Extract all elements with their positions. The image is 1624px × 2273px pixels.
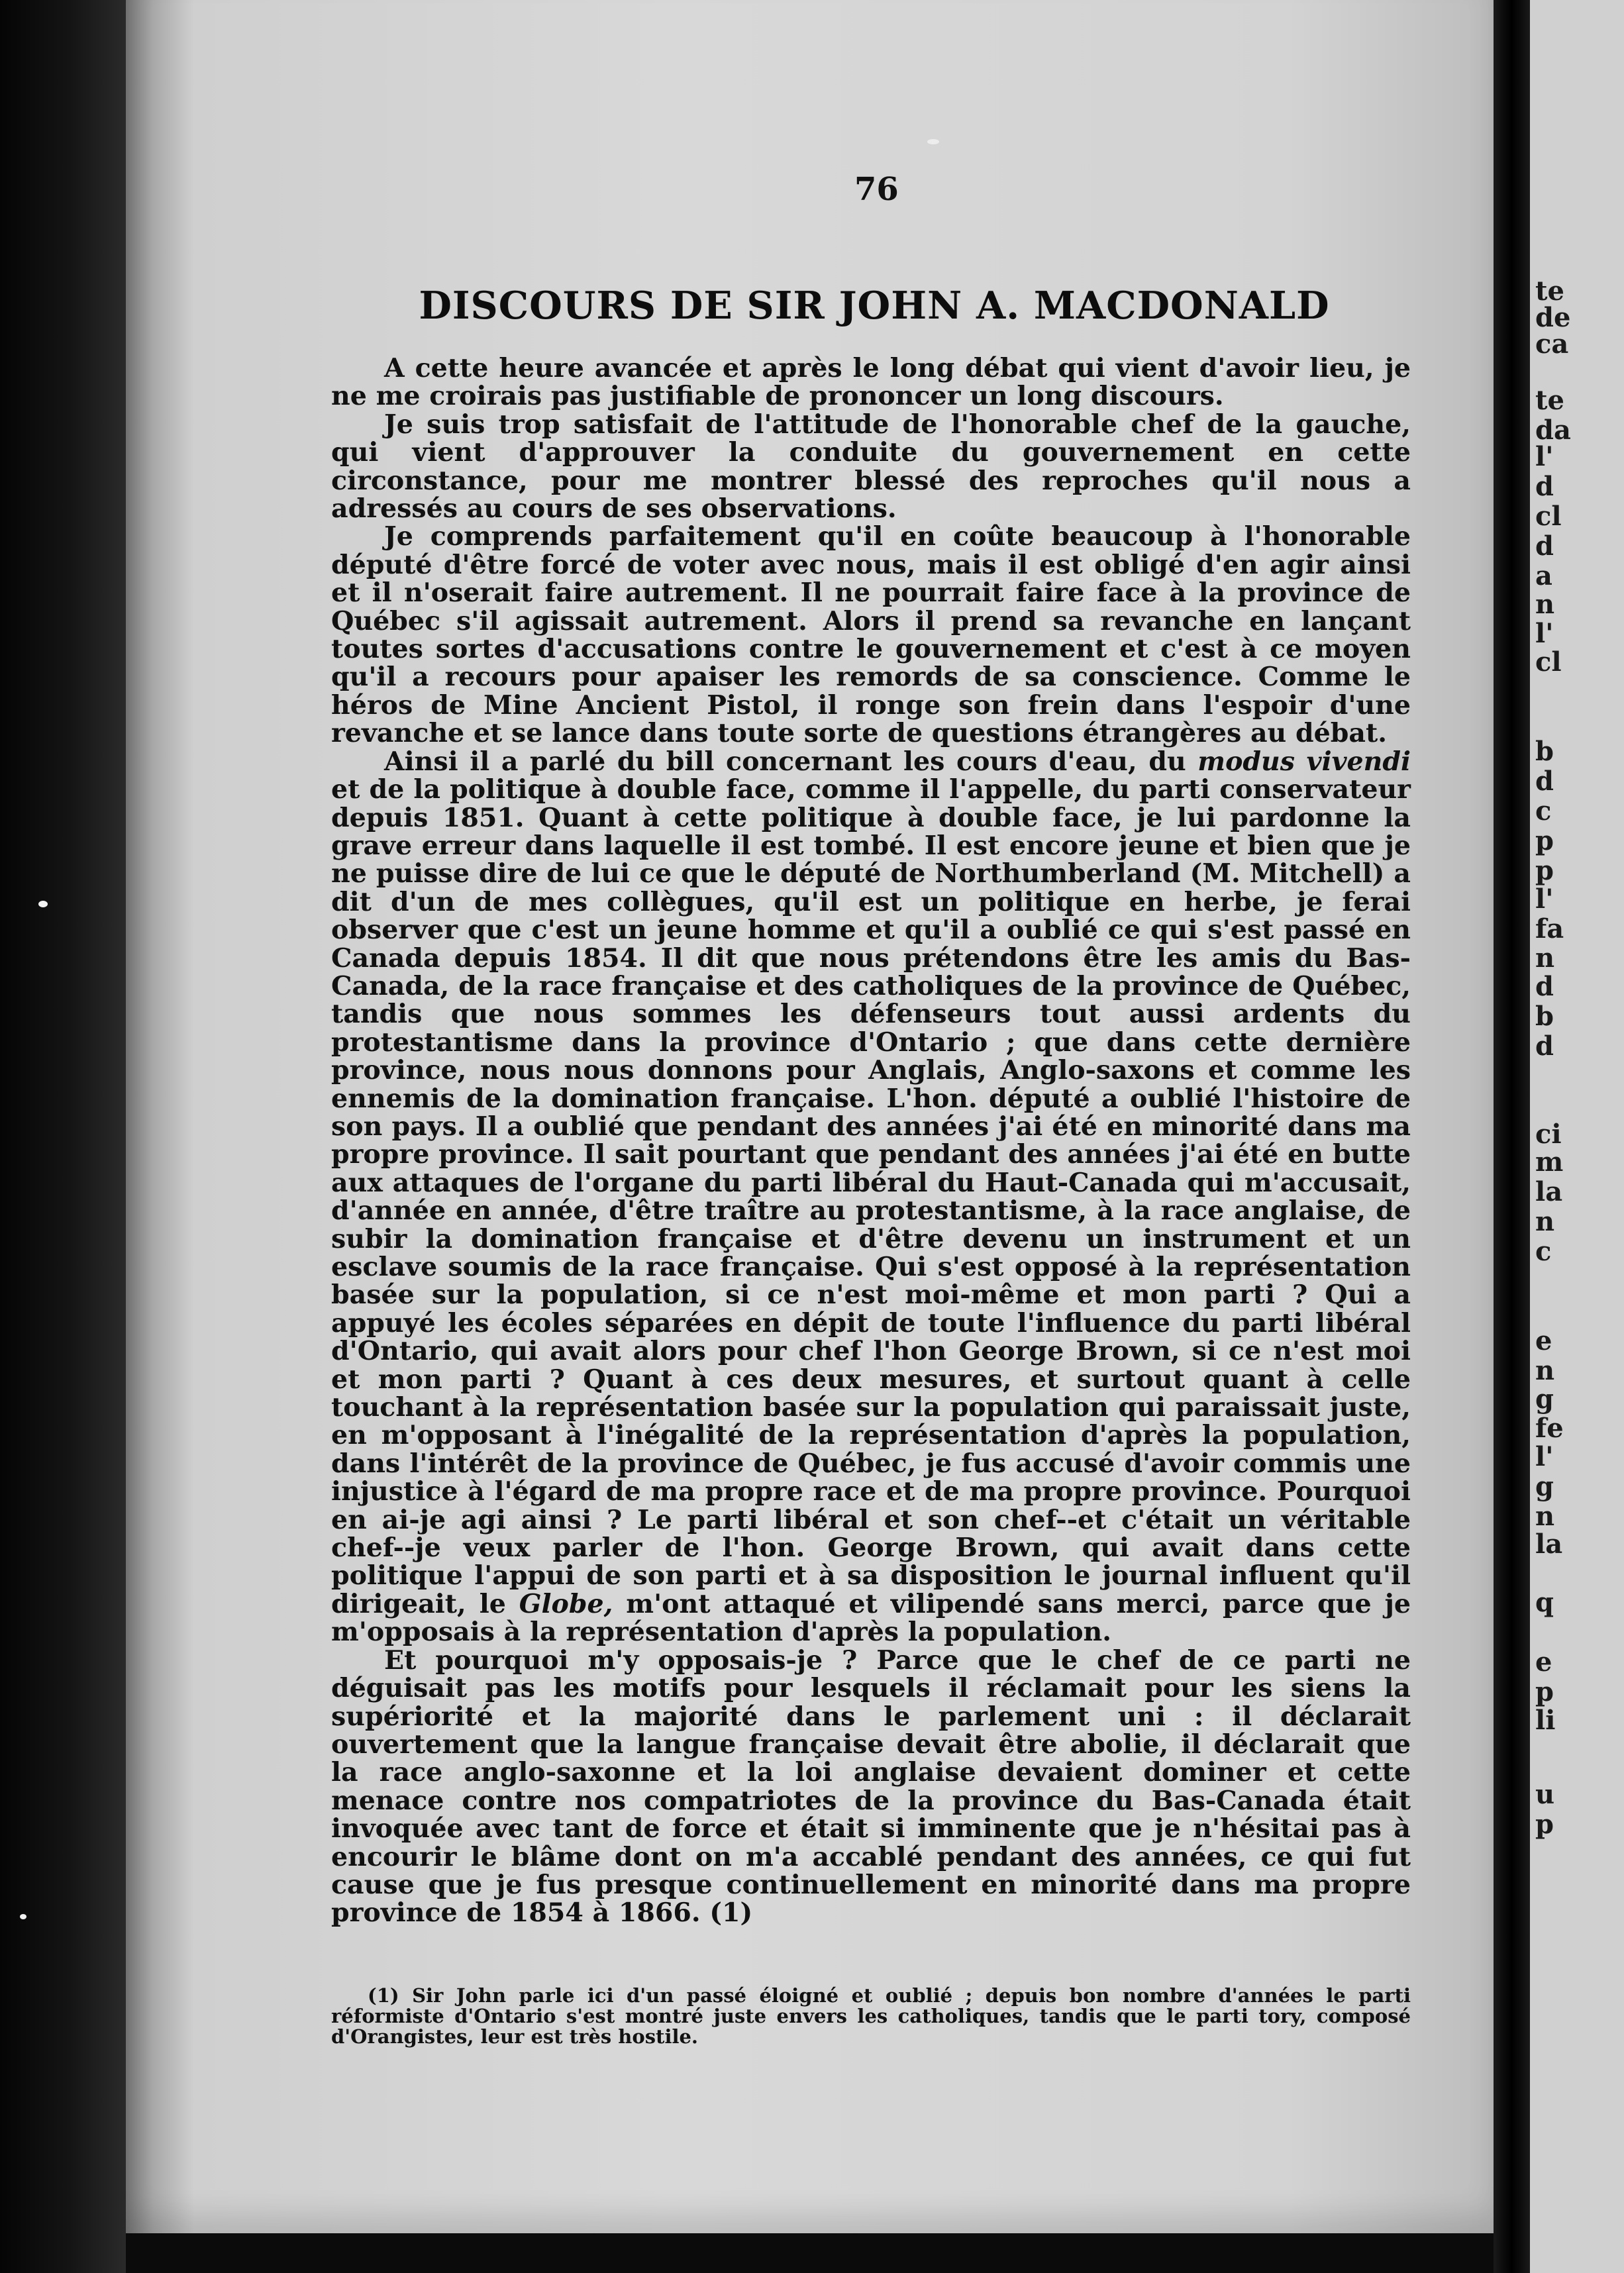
adjacent-page-fragment: da xyxy=(1535,415,1571,446)
adjacent-page-fragment: n xyxy=(1535,1355,1555,1386)
adjacent-page-fragment: a xyxy=(1535,560,1552,591)
adjacent-page-fragment: cl xyxy=(1535,646,1562,678)
adjacent-page-fragment: g xyxy=(1535,1384,1554,1415)
adjacent-page-fragment: m xyxy=(1535,1146,1564,1178)
paragraph-5: Et pourquoi m'y opposais-je ? Parce que le chef de ce parti ne déguisait pas les motifs pour lesquels il réclamait pour les siens la supériorité et la majorité dans le parlement uni : il déclarait ouvertement que la langue française devait être abolie, il déclarait que la race anglo-saxonne et la loi anglaise devaient dominer et cette menace contre nos compatriotes de la province du Bas-Canada était invoquée avec tant de force et était si imminente que je n'hésitai pas à encourir le blâme dont on m'a accablé pendant des années, ce qui fut cause que je fus presque continuellement en minorité dans ma propre province de 1854 à 1866. (1) xyxy=(331,1644,1411,1929)
scan-speck xyxy=(38,901,48,907)
adjacent-page-fragment: n xyxy=(1535,942,1555,974)
adjacent-page-fragment: d xyxy=(1535,530,1554,562)
adjacent-page-fragment: c xyxy=(1535,1236,1552,1267)
adjacent-page-fragment: b xyxy=(1535,736,1554,767)
adjacent-page-fragment: n xyxy=(1535,589,1555,620)
scan-speck xyxy=(927,139,939,144)
adjacent-page-fragment: e xyxy=(1535,1325,1552,1356)
adjacent-page-fragment: p xyxy=(1535,825,1554,856)
paragraph-3: Je comprends parfaitement qu'il en coûte beaucoup à l'honorable député d'être forcé de voter avec nous, mais il est obligé d'en agir ainsi et il n'oserait faire autrement. Il ne pourrait faire face à la province de Québec s'il agissait autrement. Alors il prend sa revanche en lançant toutes sortes d'accusations contre le gouvernement et c'est à ce moyen qu'il a recours pour apaiser les remords de sa conscience. Comme le héros de Mine Ancient Pistol, il ronge son frein dans l'espoir d'une revanche et se lance dans toute sorte de questions étrangères au débat. xyxy=(331,521,1411,749)
adjacent-page-fragment: l' xyxy=(1535,441,1554,472)
adjacent-page-fragment: p xyxy=(1535,1676,1554,1707)
paragraph-4-italic-modus: modus vivendi xyxy=(1197,746,1411,777)
adjacent-page-fragment: d xyxy=(1535,471,1554,502)
adjacent-page-fragment: d xyxy=(1535,971,1554,1002)
adjacent-page-fragment: fa xyxy=(1535,913,1564,944)
adjacent-page-fragment: te xyxy=(1535,385,1564,416)
adjacent-page-fragment: li xyxy=(1535,1705,1556,1736)
adjacent-page-fragment: p xyxy=(1535,855,1554,886)
paragraph-4-text-a: Ainsi il a parlé du bill concernant les cours d'eau, du xyxy=(384,746,1198,777)
adjacent-page-fragment: p xyxy=(1535,1809,1554,1840)
adjacent-page-fragment: e xyxy=(1535,1646,1552,1678)
adjacent-page-fragment: de xyxy=(1535,302,1571,333)
adjacent-page-fragment: ca xyxy=(1535,328,1569,360)
adjacent-page-fragment: u xyxy=(1535,1779,1555,1810)
paragraph-4-italic-globe: Globe, xyxy=(519,1588,613,1619)
adjacent-page-fragment: l' xyxy=(1535,884,1554,915)
adjacent-page-fragment: n xyxy=(1535,1206,1555,1237)
footnote xyxy=(331,1986,1411,2047)
adjacent-page-fragment: d xyxy=(1535,766,1554,797)
adjacent-page-fragment: fe xyxy=(1535,1413,1564,1444)
scan-speck xyxy=(20,1914,26,1919)
paragraph-4 xyxy=(331,748,1411,1646)
adjacent-page-fragment: te xyxy=(1535,276,1564,307)
adjacent-page-fragment: d xyxy=(1535,1031,1554,1062)
adjacent-page-fragment: n xyxy=(1535,1501,1555,1532)
adjacent-page-fragment: c xyxy=(1535,795,1552,827)
footnote-text: (1) Sir John parle ici d'un passé éloigné et oublié ; depuis bon nombre d'années le parti réformiste d'Ontario s'est montré juste envers les catholiques, tandis que le parti tory, composé d'Orangistes, leur est très hostile. xyxy=(331,1984,1411,2048)
paragraph-4-text-c: m'ont attaqué et vilipendé sans merci, parce que je m'opposais à la représentation d'après la population. xyxy=(331,1588,1411,1648)
adjacent-page-edge xyxy=(1530,0,1624,2273)
paragraph-1: A cette heure avancée et après le long débat qui vient d'avoir lieu, je ne me croirais pas justifiable de prononcer un long discours. xyxy=(331,353,1411,412)
adjacent-page-fragment: l' xyxy=(1535,618,1554,649)
page-title: DISCOURS DE SIR JOHN A. MACDONALD xyxy=(419,283,1330,328)
paragraph-2: Je suis trop satisfait de l'attitude de l'honorable chef de la gauche, qui vient d'approuver la conduite du gouvernement en cette circonstance, pour me montrer blessé des reproches qu'il nous a adressés au cours de ses observations. xyxy=(331,409,1411,525)
adjacent-page-fragment: q xyxy=(1535,1587,1554,1618)
adjacent-page-fragment: g xyxy=(1535,1471,1554,1502)
adjacent-page-fragment: l' xyxy=(1535,1441,1554,1472)
adjacent-page-fragment: ci xyxy=(1535,1119,1562,1150)
paragraph-4-text-b: et de la politique à double face, comme il l'appelle, du parti conservateur depuis 1851. Quant à cette politique à double face, je lui pardonne la grave erreur dans laquelle il est tombé. Il est encore jeune et bien que je ne puisse dire de lui ce que le député de Northumberland (M. Mitchell) a dit d'un de mes collègues, qu'il est un politique en herbe, je ferai observer que c'est un jeune homme et qu'il a oublié ce qui s'est passé en Canada depuis 1854. Il dit que nous prétendons être les amis du Bas-Canada, de la race française et des catholiques de la province de Québec, tandis que nous sommes les défenseurs tout aussi ardents du protestantisme dans la province d'Ontario ; que dans cette dernière province, nous nous donnons pour Anglais, Anglo-saxons et comme les ennemis de la domination française. L'hon. député a oublié l'histoire de son pays. Il a oublié que pendant des années j'ai été en minorité dans ma propre province. Il sait pourtant que pendant des années j'ai été en butte aux attaques de l'organe du parti libéral du Haut-Canada qui m'accusait, d'année en année, d'être traître au protestantisme, à la race anglaise, de subir la domination française et d'être devenu un instrument et un esclave soumis de la race française. Qui s'est opposé à la représentation basée sur la population, si ce n'est moi-même et mon parti ? Qui a appuyé les écoles séparées en dépit de toute l'influence du parti libéral d'Ontario, qui avait alors pour chef l'hon George Brown, si ce n'est moi et mon parti ? Quant à ces deux mesures, et surtout quant à celle touchant à la représentation basée sur la population qui paraissait juste, en m'opposant à l'inégalité de la représentation d'après la population, dans l'intérêt de la province de Québec, je fus accusé d'avoir commis une injustice à l'égard de ma propre race et de ma propre province. Pourquoi en ai-je agi ainsi ? Le parti libéral et son chef--et c'était un véritable chef--je veux parler de l'hon. George Brown, qui avait dans cette politique l'appui de son parti et à sa disposition le journal influent qu'il dirigeait, le xyxy=(331,774,1411,1619)
adjacent-page-fragment: b xyxy=(1535,1001,1554,1032)
adjacent-page-fragment: cl xyxy=(1535,501,1562,532)
page-number: 76 xyxy=(854,171,899,208)
scan-dark-margin xyxy=(0,0,126,2273)
adjacent-page-fragment: la xyxy=(1535,1176,1563,1207)
book-binding-gutter xyxy=(1494,0,1530,2273)
speech-body xyxy=(331,354,1411,1927)
adjacent-page-fragment: la xyxy=(1535,1529,1563,1560)
